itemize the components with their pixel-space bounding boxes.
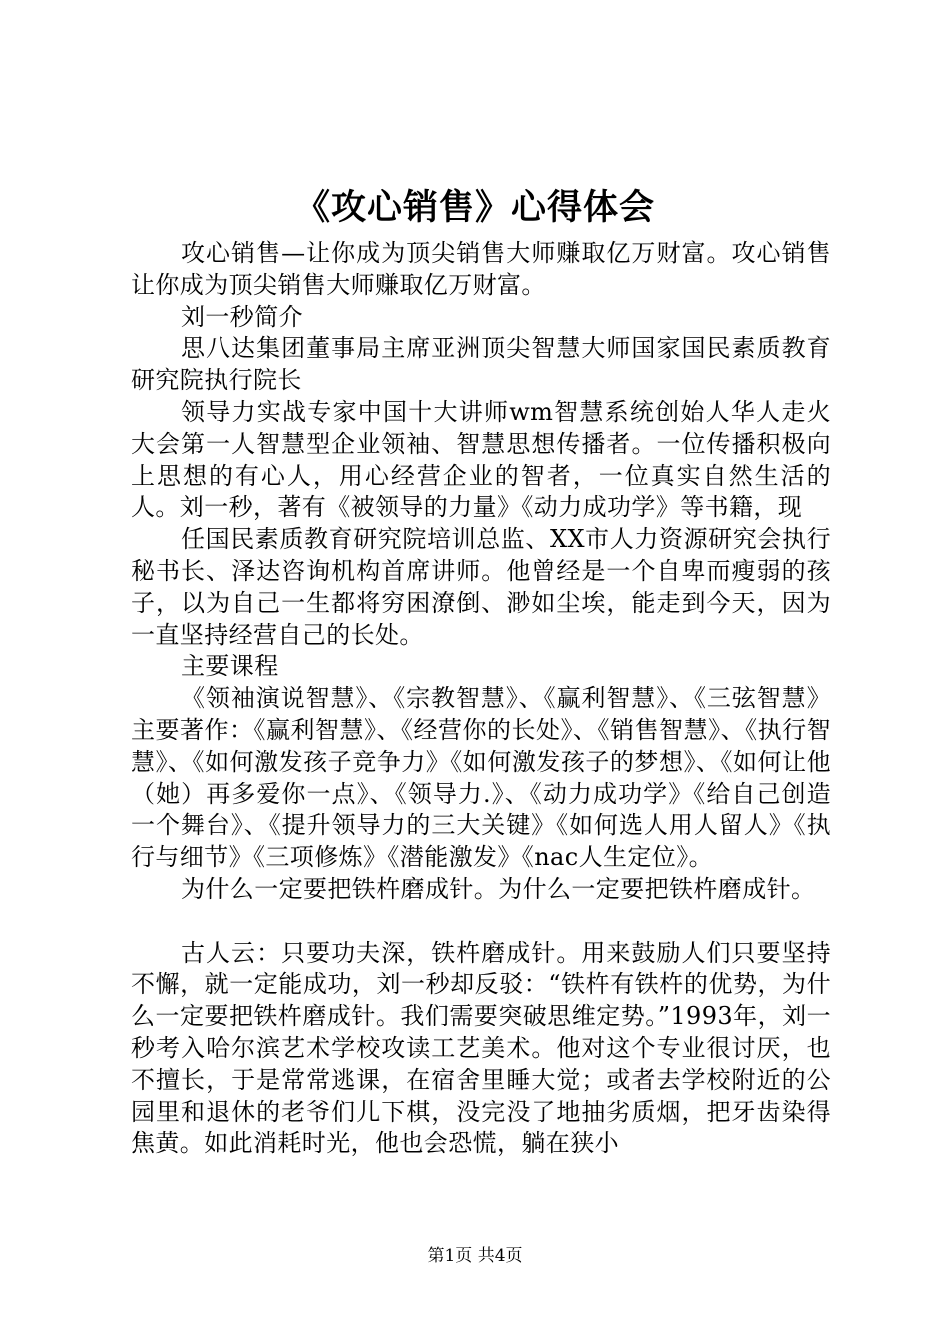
paragraph-question: 为什么一定要把铁杵磨成针。为什么一定要把铁杵磨成针。 — [181, 874, 816, 903]
paragraph-positions: 思八达集团董事局主席亚洲顶尖智慧大师国家国民素质教育研究院执行院长 — [131, 334, 831, 395]
paragraph-leadership: 领导力实战专家中国十大讲师wm智慧系统创始人华人走火大会第一人智慧型企业领袖、智慧思想传播者。一位传播积极向上思想的有心人，用心经营企业的智者，一位真实自然生活的人。刘一秒，著有《被领导的力量》《动力成功学》等书籍，现 — [131, 397, 831, 522]
document-body — [131, 238, 831, 1160]
document-title: 《攻心销售》心得体会 — [294, 187, 655, 228]
paragraph-career: 任国民素质教育研究院培训总监、XX市人力资源研究会执行秘书长、泽达咨询机构首席讲师。他曾经是一个自卑而瘦弱的孩子，以为自己一生都将穷困潦倒、渺如尘埃，能走到今天，因为一直坚持经营自己的长处。 — [131, 525, 831, 649]
paragraph-profile-heading: 刘一秒简介 — [181, 302, 303, 331]
page-number-footer: 第1页 共4页 — [427, 1246, 523, 1266]
paragraph-story: 古人云：只要功夫深，铁杵磨成针。用来鼓励人们只要坚持不懈，就一定能成功，刘一秒却反驳：“铁杵有铁杵的优势，为什么一定要把铁杵磨成针。我们需要突破思维定势。”1993年，刘一秒考入哈尔滨艺术学校攻读工艺美术。他对这个专业很讨厌，也不擅长，于是常常逃课，在宿舍里睡大觉；或者去学校附近的公园里和退休的老爷们儿下棋，没完没了地抽劣质烟，把牙齿染得焦黄。如此消耗时光，他也会恐慌，躺在狭小 — [131, 938, 831, 1158]
paragraph-intro: 攻心销售—让你成为顶尖销售大师赚取亿万财富。攻心销售让你成为顶尖销售大师赚取亿万财富。 — [131, 239, 831, 299]
paragraph-courses: 《领袖演说智慧》、《宗教智慧》、《赢利智慧》、《三弦智慧》主要著作：《赢利智慧》、《经营你的长处》、《销售智慧》、《执行智慧》、《如何激发孩子竞争力》《如何激发孩子的梦想》、《如何让他（她）再多爱你一点》、《领导力.》、《动力成功学》《给自己创造一个舞台》、《提升领导力的三大关键》《如何选人用人留人》《执行与细节》《三项修炼》《潜能激发》《nac人生定位》。 — [131, 684, 831, 872]
paragraph-spacer — [131, 906, 831, 938]
paragraph-courses-heading: 主要课程 — [181, 652, 279, 681]
